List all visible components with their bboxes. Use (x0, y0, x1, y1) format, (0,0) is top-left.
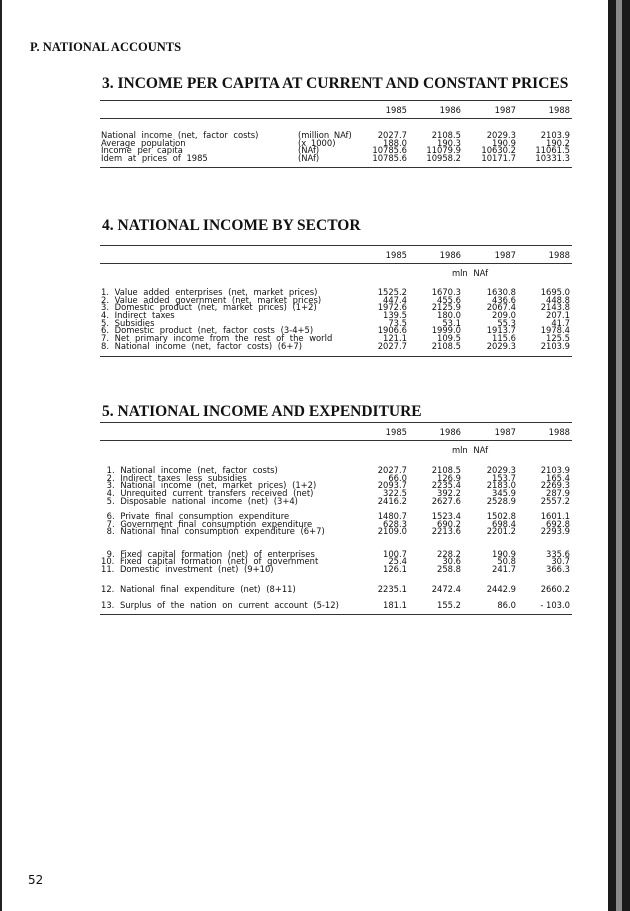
row-label: 9. Fixed capital formation (net) of enterprises (101, 548, 315, 559)
value-1988: 2143.8 (540, 302, 570, 313)
year-header-row (100, 101, 572, 118)
value-1988: 2103.9 (540, 465, 570, 475)
year-header-1988: 1988 (548, 105, 570, 115)
row-label: National income (net, factor costs) (101, 130, 259, 140)
year-header-row (100, 246, 572, 263)
value-1985: 322.5 (383, 488, 407, 499)
value-1987: 436.6 (492, 294, 516, 305)
row-label: 8. National final consumption expenditure (6+7) (101, 526, 325, 537)
value-1986: 2108.5 (431, 465, 461, 475)
value-1986: 392.2 (437, 488, 461, 499)
row-label: 2. Value added government (net, market prices) (101, 294, 322, 305)
value-1987: 2201.2 (486, 526, 516, 537)
year-header-1987: 1987 (494, 427, 516, 437)
page-number: 52 (28, 873, 44, 887)
value-1988: 2269.3 (540, 480, 570, 491)
value-1988: 448.8 (546, 294, 570, 305)
value-1985: 121.1 (383, 333, 407, 344)
year-header-1985: 1985 (385, 105, 407, 115)
year-header-1985: 1985 (385, 250, 407, 260)
row-label: 1. Value added enterprises (net, market prices) (101, 287, 318, 297)
value-1985: 447.4 (383, 294, 407, 305)
row-label: Idem at prices of 1985 (101, 153, 208, 164)
table-bottom-rule (100, 614, 572, 615)
table-income-by-sector (100, 245, 572, 357)
row-label: 6. Domestic product (net, factor costs (3-4+5) (101, 325, 314, 336)
value-1985: 1525.2 (377, 287, 407, 297)
unit-label: mln NAf (451, 268, 489, 278)
header-rule (100, 440, 572, 441)
row-group (100, 510, 572, 537)
unit-label: mln NAf (451, 445, 489, 455)
value-1987: 190.9 (492, 548, 516, 559)
value-1985: 1480.7 (377, 510, 407, 521)
year-header-1986: 1986 (439, 250, 461, 260)
scan-edge-left (0, 0, 2, 911)
row-unit: (million NAf) (298, 130, 352, 140)
row-label: 7. Net primary income from the rest of the world (101, 333, 333, 344)
value-1988: 2557.2 (540, 495, 570, 506)
value-1986: 2627.6 (431, 495, 461, 506)
value-1986: 190.3 (437, 137, 461, 148)
value-1986: 2108.5 (431, 130, 461, 140)
table-row (100, 340, 572, 351)
value-1987: 55.3 (497, 317, 516, 328)
table-bottom-rule (100, 356, 572, 357)
value-1985: 2235.1 (377, 583, 407, 594)
value-1988: 41.7 (551, 317, 570, 328)
section-title-income-by-sector: 4. NATIONAL INCOME BY SECTOR (102, 217, 361, 234)
table-income-per-capita (100, 100, 572, 168)
value-1986: 10958.2 (426, 153, 461, 164)
value-1986: 2213.6 (431, 526, 461, 537)
value-1988: - 103.0 (540, 600, 570, 611)
value-1986: 690.2 (437, 518, 461, 529)
value-1986: 1523.4 (431, 510, 461, 521)
value-1988: 692.8 (546, 518, 570, 529)
value-1987: 2442.9 (486, 583, 516, 594)
year-header-1987: 1987 (494, 250, 516, 260)
table-row (100, 528, 572, 536)
value-1985: 10785.6 (372, 153, 407, 164)
value-1988: 366.3 (546, 563, 570, 574)
row-label: 5. Disposable national income (net) (3+4) (101, 495, 298, 506)
value-1988: 2660.2 (540, 583, 570, 594)
value-1988: 30.7 (551, 556, 570, 567)
value-1988: 1978.4 (540, 325, 570, 336)
header-rule (100, 263, 572, 264)
unit-row (100, 447, 572, 457)
year-header-row (100, 423, 572, 440)
value-1987: 209.0 (492, 310, 516, 321)
table-bottom-rule (100, 167, 572, 168)
scan-edge-right (608, 0, 630, 911)
table-row (100, 495, 572, 506)
value-1987: 2029.3 (486, 340, 516, 351)
row-unit: (x 1000) (298, 137, 336, 148)
value-1987: 2183.0 (486, 480, 516, 491)
value-1987: 345.9 (492, 488, 516, 499)
row-label: 12. National final expenditure (net) (8+11) (101, 583, 296, 594)
value-1985: 2416.2 (377, 495, 407, 506)
value-1985: 2109.0 (377, 526, 407, 537)
row-group (100, 132, 572, 163)
value-1987: 115.6 (492, 333, 516, 344)
value-1988: 1601.1 (540, 510, 570, 521)
value-1985: 1972.6 (377, 302, 407, 313)
table-body (100, 289, 572, 351)
value-1987: 50.8 (497, 556, 516, 567)
table-row (100, 155, 572, 163)
value-1986: 126.9 (437, 472, 461, 483)
value-1987: 86.0 (497, 600, 516, 611)
value-1988: 10331.3 (535, 153, 570, 164)
value-1986: 53.1 (442, 317, 461, 328)
value-1986: 228.2 (437, 548, 461, 559)
value-1987: 698.4 (492, 518, 516, 529)
value-1985: 2027.7 (377, 340, 407, 351)
value-1986: 2472.4 (431, 583, 461, 594)
value-1986: 109.5 (437, 333, 461, 344)
row-group (100, 289, 572, 351)
value-1987: 2029.3 (486, 130, 516, 140)
row-group (100, 467, 572, 505)
value-1985: 73.5 (388, 317, 407, 328)
value-1985: 628.3 (383, 518, 407, 529)
year-header-1986: 1986 (439, 427, 461, 437)
value-1985: 66.0 (388, 472, 407, 483)
row-label: 8. National income (net, factor costs) (6+7) (101, 340, 302, 351)
value-1986: 1670.3 (431, 287, 461, 297)
table-income-expenditure (100, 422, 572, 615)
value-1985: 181.1 (383, 600, 407, 611)
row-group (100, 548, 572, 574)
table-row (100, 583, 572, 594)
value-1988: 11061.5 (535, 145, 570, 156)
table-body (100, 467, 572, 610)
value-1987: 241.7 (492, 563, 516, 574)
value-1986: 258.8 (437, 563, 461, 574)
value-1986: 180.0 (437, 310, 461, 321)
table-row (100, 563, 572, 574)
section-title-income-per-capita: 3. INCOME PER CAPITA AT CURRENT AND CONSTANT PRICES (102, 75, 569, 92)
value-1986: 1999.0 (431, 325, 461, 336)
value-1985: 188.0 (383, 137, 407, 148)
row-label: 13. Surplus of the nation on current account (5-12) (101, 600, 339, 611)
year-header-1985: 1985 (385, 427, 407, 437)
section-title-income-expenditure: 5. NATIONAL INCOME AND EXPENDITURE (102, 403, 422, 420)
value-1988: 2103.9 (540, 340, 570, 351)
year-header-1988: 1988 (548, 427, 570, 437)
value-1987: 1502.8 (486, 510, 516, 521)
value-1986: 2235.4 (431, 480, 461, 491)
value-1985: 139.5 (383, 310, 407, 321)
value-1985: 1906.6 (377, 325, 407, 336)
year-header-1986: 1986 (439, 105, 461, 115)
value-1988: 190.2 (546, 137, 570, 148)
row-label: Income per capita (101, 145, 183, 156)
value-1986: 2125.9 (431, 302, 461, 313)
value-1988: 2103.9 (540, 130, 570, 140)
row-label: 4. Unrequited current transfers received (net) (101, 488, 314, 499)
row-label: 6. Private final consumption expenditure (101, 510, 290, 521)
value-1988: 335.6 (546, 548, 570, 559)
value-1985: 2027.7 (377, 130, 407, 140)
value-1986: 455.6 (437, 294, 461, 305)
value-1988: 165.4 (546, 472, 570, 483)
value-1987: 153.7 (492, 472, 516, 483)
value-1986: 2108.5 (431, 340, 461, 351)
value-1986: 30.6 (442, 556, 461, 567)
value-1988: 207.1 (546, 310, 570, 321)
row-label: 5. Subsidies (101, 317, 155, 328)
value-1987: 1630.8 (486, 287, 516, 297)
row-label: 7. Government final consumption expenditure (101, 518, 313, 529)
row-group (100, 583, 572, 594)
row-unit: (NAf) (298, 153, 320, 164)
row-unit: (NAf) (298, 145, 320, 156)
row-label: 10. Fixed capital formation (net) of government (101, 556, 319, 567)
value-1985: 2027.7 (377, 465, 407, 475)
part-heading: P. NATIONAL ACCOUNTS (30, 40, 182, 54)
value-1987: 2029.3 (486, 465, 516, 475)
value-1985: 2093.7 (377, 480, 407, 491)
value-1987: 1913.7 (486, 325, 516, 336)
table-row (100, 602, 572, 610)
year-header-1988: 1988 (548, 250, 570, 260)
value-1988: 125.5 (546, 333, 570, 344)
row-label: 3. Domestic product (net, market prices) (1+2) (101, 302, 317, 313)
value-1988: 287.9 (546, 488, 570, 499)
value-1987: 2528.9 (486, 495, 516, 506)
value-1985: 100.7 (383, 548, 407, 559)
value-1987: 2067.4 (486, 302, 516, 313)
row-label: Average population (101, 137, 186, 148)
unit-row (100, 270, 572, 280)
value-1986: 11079.9 (426, 145, 461, 156)
row-label: 11. Domestic investment (net) (9+10) (101, 563, 274, 574)
row-label: 1. National income (net, factor costs) (101, 465, 278, 475)
row-label: 3. National income (net, market prices) (1+2) (101, 480, 317, 491)
value-1988: 1695.0 (540, 287, 570, 297)
value-1988: 2293.9 (540, 526, 570, 537)
value-1987: 10630.2 (481, 145, 516, 156)
value-1987: 190.9 (492, 137, 516, 148)
value-1985: 10785.6 (372, 145, 407, 156)
row-label: 2. Indirect taxes less subsidies (101, 472, 247, 483)
value-1985: 25.4 (388, 556, 407, 567)
value-1987: 10171.7 (481, 153, 516, 164)
table-body (100, 132, 572, 163)
value-1985: 126.1 (383, 563, 407, 574)
year-header-1987: 1987 (494, 105, 516, 115)
value-1986: 155.2 (437, 600, 461, 611)
row-group (100, 602, 572, 610)
row-label: 4. Indirect taxes (101, 310, 175, 321)
